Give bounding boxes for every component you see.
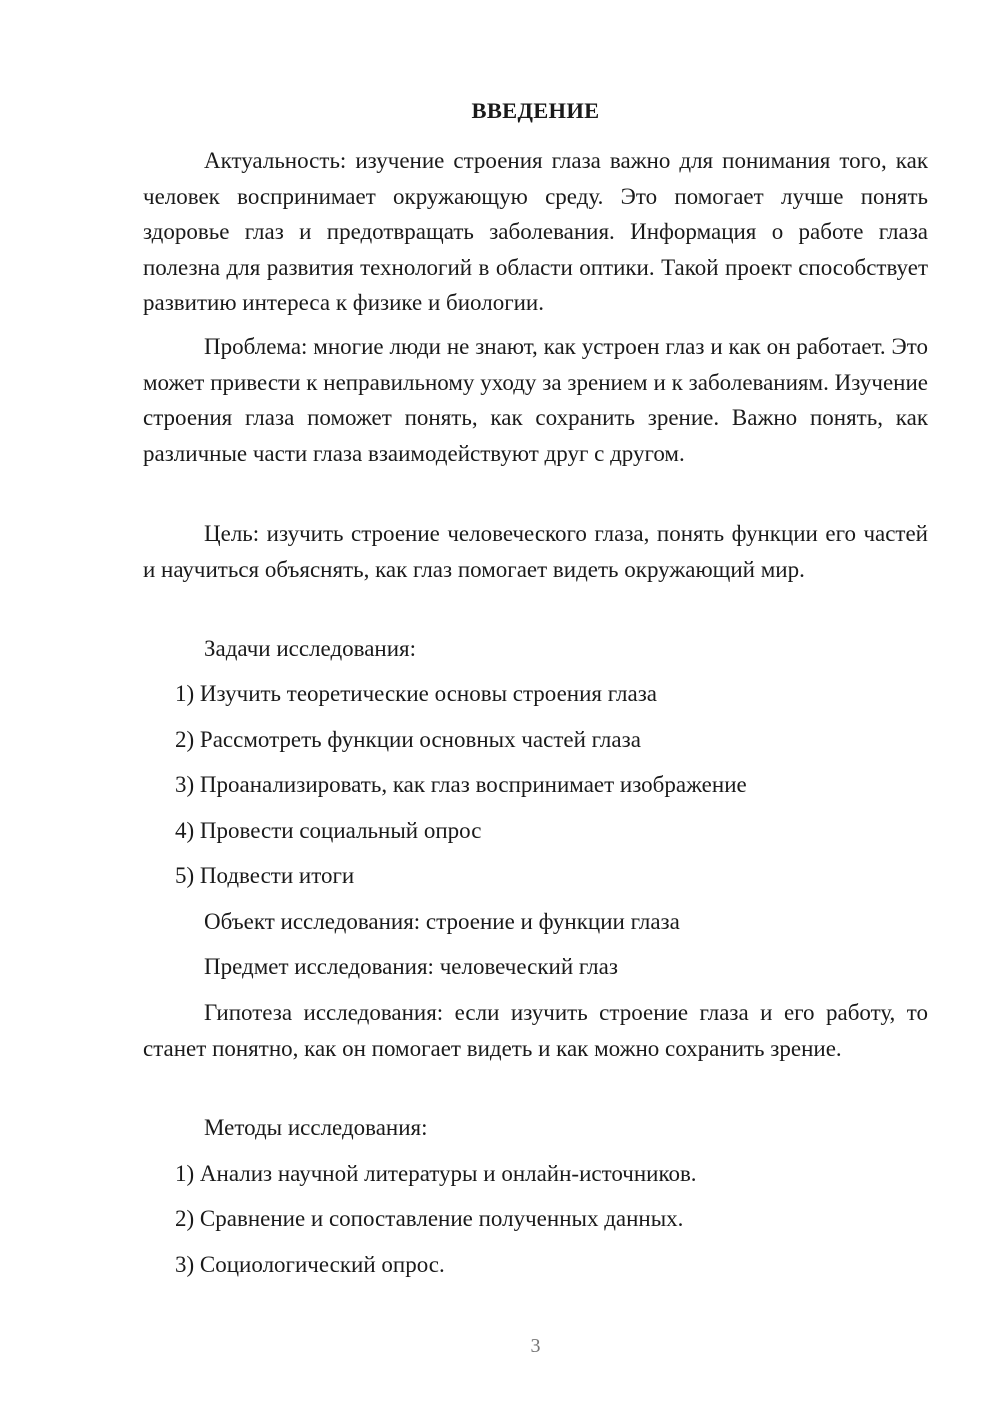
hypothesis-paragraph: Гипотеза исследования: если изучить строение глаза и его работу, то станет понятно, как он помогает видеть и как можно сохранить зрение. <box>143 1000 928 1061</box>
task-item: 1) Изучить теоретические основы строения глаза <box>175 681 657 706</box>
problem-paragraph: Проблема: многие люди не знают, как устроен глаз и как он работает. Это может привести к неправильному уходу за зрением и к заболеваниям. Изучение строения глаза поможет понять, как сохранить зрение. Важно понять, как различные части глаза взаимодействуют друг с другом. <box>143 334 928 466</box>
tasks-heading: Задачи исследования: <box>204 636 417 661</box>
methods-heading: Методы исследования: <box>204 1115 428 1140</box>
task-item: 2) Рассмотреть функции основных частей глаза <box>175 727 641 752</box>
goal-paragraph: Цель: изучить строение человеческого глаза, понять функции его частей и научиться объяснять, как глаз помогает видеть окружающий мир. <box>143 521 928 582</box>
page-number: 3 <box>530 1335 541 1357</box>
research-object: Объект исследования: строение и функции глаза <box>204 909 680 934</box>
section-title: ВВЕДЕНИЕ <box>471 98 600 123</box>
task-item: 3) Проанализировать, как глаз воспринимает изображение <box>175 772 747 797</box>
method-item: 1) Анализ научной литературы и онлайн-источников. <box>175 1161 697 1186</box>
method-item: 3) Социологический опрос. <box>175 1252 445 1277</box>
task-item: 4) Провести социальный опрос <box>175 818 482 843</box>
method-item: 2) Сравнение и сопоставление полученных данных. <box>175 1206 684 1231</box>
task-item: 5) Подвести итоги <box>175 863 355 888</box>
relevance-paragraph: Актуальность: изучение строения глаза важно для понимания того, как человек воспринимает окружающую среду. Это помогает лучше понять здоровье глаз и предотвращать заболевания. Информация о работе глаза полезна для развития технологий в области оптики. Такой проект способствует развитию интереса к физике и биологии. <box>143 148 928 315</box>
research-subject: Предмет исследования: человеческий глаз <box>204 954 618 979</box>
document-page <box>143 0 928 1414</box>
